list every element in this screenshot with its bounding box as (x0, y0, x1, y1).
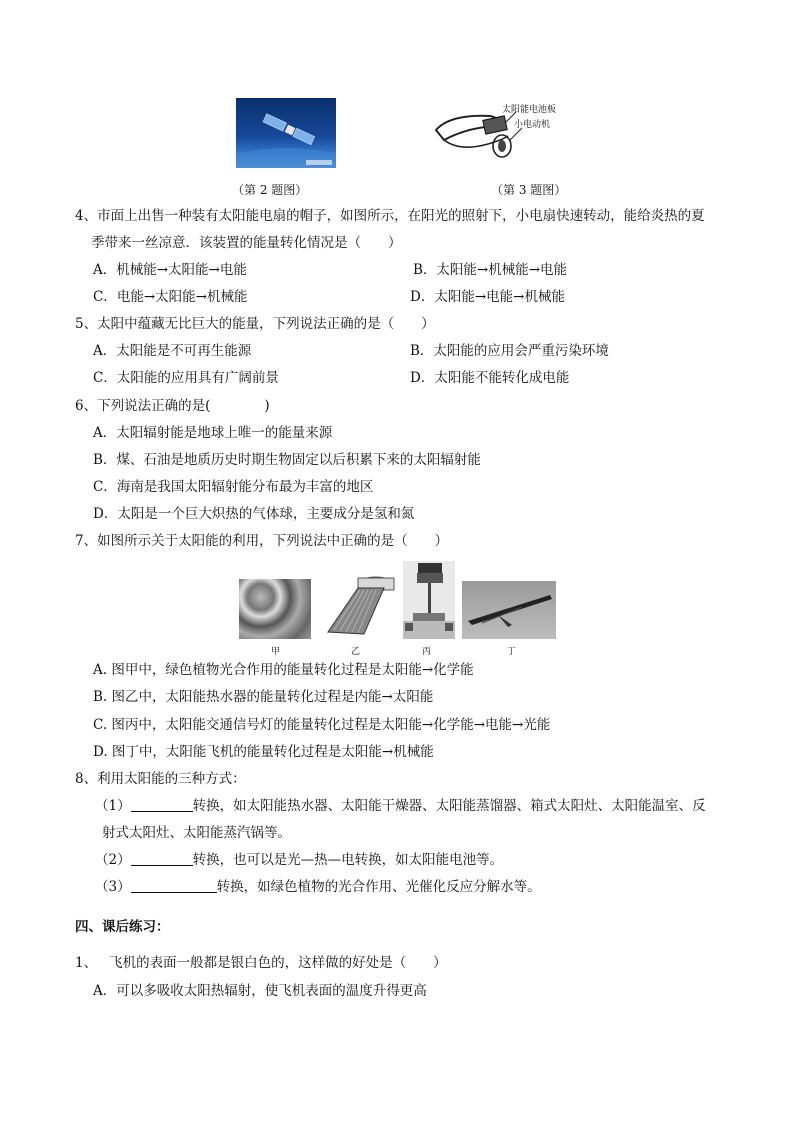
q7-option-b: B. 图乙中，太阳能热水器的能量转化过程是内能→太阳能 (93, 689, 434, 705)
q8-part1-text: 转换，如太阳能热水器、太阳能干燥器、太阳能蒸馏器、箱式太阳灶、太阳能温室、反 (192, 798, 706, 814)
q4-option-d: D．太阳能→电能→机械能 (410, 289, 565, 305)
q5-option-c: C．太阳能的应用具有广阔前景 (93, 370, 279, 386)
q5-option-a: A．太阳能是不可再生能源 (93, 343, 252, 359)
q7-option-d: D. 图丁中，太阳能飞机的能量转化过程是太阳能→机械能 (93, 744, 434, 760)
fig2-caption: （第 2 题图） (232, 183, 308, 197)
solar-water-heater-image (324, 574, 396, 638)
q8-part3-number: （3） (95, 879, 131, 895)
q6-option-c: C．海南是我国太阳辐射能分布最为丰富的地区 (93, 479, 374, 495)
traffic-light-image (403, 561, 455, 639)
q8-part2 (95, 851, 503, 869)
q5-stem: 5、太阳中蕴藏无比巨大的能量，下列说法正确的是（ ） (75, 316, 435, 332)
q7-stem: 7、如图所示关于太阳能的利用，下列说法中正确的是（ ） (75, 533, 449, 549)
q8-part2-text: 转换，也可以是光—热—电转换，如太阳能电池等。 (192, 852, 504, 868)
solar-plane-image (462, 581, 556, 639)
q8-blank-1[interactable] (131, 797, 193, 812)
q5-option-d: D．太阳能不能转化成电能 (410, 370, 570, 386)
q4-option-b: B．太阳能→机械能→电能 (413, 262, 568, 278)
section4-q1-text: 飞机的表面一般都是银白色的，这样做的好处是（ ） (109, 955, 447, 971)
q5-option-b: B．太阳能的应用会严重污染环境 (410, 343, 609, 359)
q7-label-ding: 丁 (507, 647, 517, 657)
q7-option-c: C. 图丙中，太阳能交通信号灯的能量转化过程是太阳能→化学能→电能→光能 (93, 717, 551, 733)
q8-part1-number: （1） (95, 798, 131, 814)
q8-part3-text: 转换，如绿色植物的光合作用、光催化反应分解水等。 (216, 879, 541, 895)
q4-option-c: C．电能→太阳能→机械能 (93, 289, 248, 305)
q8-blank-2[interactable] (131, 851, 193, 866)
q6-option-a: A．太阳辐射能是地球上唯一的能量来源 (93, 425, 333, 441)
q7-label-yi: 乙 (351, 647, 361, 657)
section4-q1-stem (75, 954, 447, 972)
q6-option-d: D．太阳是一个巨大炽热的气体球，主要成分是氢和氮 (93, 506, 415, 522)
fig3-panel-label: 太阳能电池板 (502, 105, 557, 115)
q8-blank-3[interactable] (131, 878, 217, 893)
q7-label-jia: 甲 (271, 647, 281, 657)
q6-option-b: B．煤、石油是地质历史时期生物固定以后积累下来的太阳辐射能 (93, 452, 481, 468)
fig3-motor-label: 小电动机 (514, 120, 551, 130)
q8-stem: 8、利用太阳能的三种方式： (75, 771, 246, 787)
q4-stem-line1: 4、市面上出售一种装有太阳能电扇的帽子，如图所示，在阳光的照射下，小电扇快速转动，能给炎热的夏 (75, 208, 705, 224)
q4-stem-line2: 季带来一丝凉意．该装置的能量转化情况是（ ） (91, 235, 402, 251)
q7-label-bing: 丙 (422, 647, 432, 657)
q8-part1 (95, 797, 706, 815)
q4-option-a: A．机械能→太阳能→电能 (93, 262, 247, 278)
section4-q1-option-a: A．可以多吸收太阳热辐射，使飞机表面的温度升得更高 (93, 983, 427, 999)
q8-part1-continued: 射式太阳灶、太阳能蒸汽锅等。 (102, 825, 291, 841)
section4-q1-number: 1、 (75, 955, 98, 971)
q7-option-a: A. 图甲中，绿色植物光合作用的能量转化过程是太阳能→化学能 (93, 662, 474, 678)
q8-part2-number: （2） (95, 852, 131, 868)
section-title: 四、课后练习： (75, 919, 170, 935)
fig3-caption: （第 3 题图） (491, 183, 567, 197)
q6-stem: 6、下列说法正确的是( ) (75, 398, 270, 414)
satellite-image (236, 98, 336, 168)
q8-part3 (95, 878, 541, 896)
leaf-photo (239, 579, 311, 639)
